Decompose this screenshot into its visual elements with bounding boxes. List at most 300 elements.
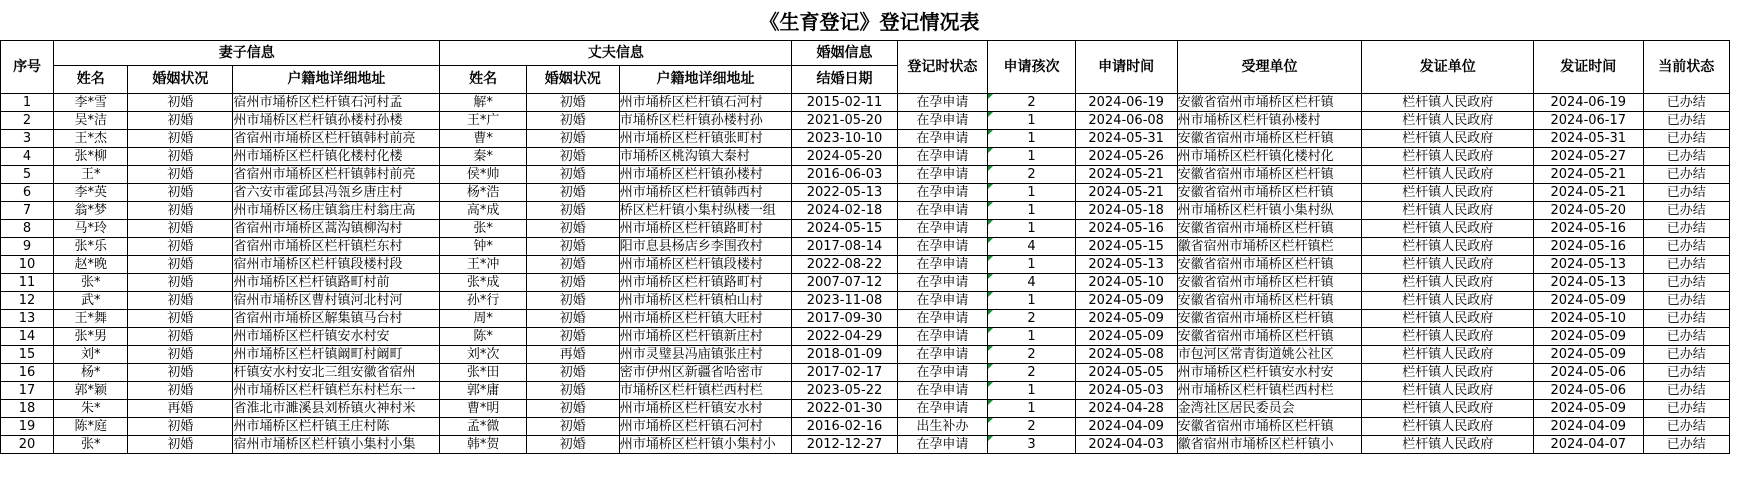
cell-reg-status[interactable]: 在孕申请 xyxy=(897,202,988,220)
cell-wife-address[interactable]: 省宿州市埇桥区蒿沟镇柳沟村 xyxy=(233,220,440,238)
cell-child-count[interactable]: 1 xyxy=(988,130,1075,148)
cell-issue-unit[interactable]: 栏杆镇人民政府 xyxy=(1362,112,1534,130)
cell-child-count[interactable]: 2 xyxy=(988,166,1075,184)
cell-accept-unit[interactable]: 安徽省宿州市埇桥区栏杆镇 xyxy=(1177,328,1362,346)
cell-wed-date[interactable]: 2015-02-11 xyxy=(792,94,897,112)
cell-seq[interactable]: 17 xyxy=(1,382,54,400)
cell-wife-name[interactable]: 刘* xyxy=(54,346,128,364)
cell-reg-status[interactable]: 在孕申请 xyxy=(897,130,988,148)
cell-wife-marital[interactable]: 初婚 xyxy=(128,238,233,256)
cell-reg-status[interactable]: 在孕申请 xyxy=(897,94,988,112)
cell-husband-name[interactable]: 孟*微 xyxy=(440,418,526,436)
cell-seq[interactable]: 15 xyxy=(1,346,54,364)
cell-husband-name[interactable]: 刘*次 xyxy=(440,346,526,364)
cell-issue-time[interactable]: 2024-05-21 xyxy=(1533,166,1643,184)
cell-child-count[interactable]: 2 xyxy=(988,346,1075,364)
cell-husband-marital[interactable]: 初婚 xyxy=(526,94,619,112)
cell-apply-time[interactable]: 2024-05-10 xyxy=(1075,274,1177,292)
cell-issue-time[interactable]: 2024-05-06 xyxy=(1533,364,1643,382)
cell-husband-address[interactable]: 州市埇桥区栏杆镇路町村 xyxy=(619,274,792,292)
cell-wife-name[interactable]: 武* xyxy=(54,292,128,310)
cell-wife-address[interactable]: 省六安市霍邱县冯瓴乡唐庄村 xyxy=(233,184,440,202)
cell-accept-unit[interactable]: 州市埇桥区栏杆镇栏西村栏 xyxy=(1177,382,1362,400)
cell-wed-date[interactable]: 2022-04-29 xyxy=(792,328,897,346)
cell-wed-date[interactable]: 2021-05-20 xyxy=(792,112,897,130)
cell-issue-time[interactable]: 2024-05-09 xyxy=(1533,400,1643,418)
cell-current-status[interactable]: 已办结 xyxy=(1643,436,1729,454)
cell-current-status[interactable]: 已办结 xyxy=(1643,310,1729,328)
cell-apply-time[interactable]: 2024-06-19 xyxy=(1075,94,1177,112)
cell-wed-date[interactable]: 2022-05-13 xyxy=(792,184,897,202)
cell-wife-name[interactable]: 张*乐 xyxy=(54,238,128,256)
cell-child-count[interactable]: 2 xyxy=(988,418,1075,436)
cell-wife-address[interactable]: 州市埇桥区栏杆镇阚町村阚町 xyxy=(233,346,440,364)
cell-husband-name[interactable]: 郭*庸 xyxy=(440,382,526,400)
cell-husband-address[interactable]: 州市埇桥区栏杆镇石河村 xyxy=(619,94,792,112)
cell-child-count[interactable]: 1 xyxy=(988,202,1075,220)
cell-seq[interactable]: 5 xyxy=(1,166,54,184)
cell-wed-date[interactable]: 2018-01-09 xyxy=(792,346,897,364)
cell-husband-address[interactable]: 州市埇桥区栏杆镇路町村 xyxy=(619,220,792,238)
cell-husband-address[interactable]: 州市埇桥区栏杆镇柏山村 xyxy=(619,292,792,310)
cell-wed-date[interactable]: 2016-06-03 xyxy=(792,166,897,184)
cell-apply-time[interactable]: 2024-05-05 xyxy=(1075,364,1177,382)
cell-reg-status[interactable]: 在孕申请 xyxy=(897,148,988,166)
cell-issue-time[interactable]: 2024-05-21 xyxy=(1533,184,1643,202)
cell-husband-name[interactable]: 陈* xyxy=(440,328,526,346)
cell-husband-address[interactable]: 州市埇桥区栏杆镇新庄村 xyxy=(619,328,792,346)
cell-husband-marital[interactable]: 再婚 xyxy=(526,346,619,364)
cell-husband-address[interactable]: 州市埇桥区栏杆镇韩西村 xyxy=(619,184,792,202)
cell-issue-time[interactable]: 2024-05-16 xyxy=(1533,238,1643,256)
cell-current-status[interactable]: 已办结 xyxy=(1643,400,1729,418)
cell-husband-name[interactable]: 侯*帅 xyxy=(440,166,526,184)
cell-wife-marital[interactable]: 初婚 xyxy=(128,166,233,184)
cell-current-status[interactable]: 已办结 xyxy=(1643,112,1729,130)
cell-husband-address[interactable]: 市埇桥区栏杆镇栏西村栏 xyxy=(619,382,792,400)
cell-issue-time[interactable]: 2024-05-09 xyxy=(1533,292,1643,310)
cell-child-count[interactable]: 1 xyxy=(988,148,1075,166)
cell-issue-time[interactable]: 2024-05-27 xyxy=(1533,148,1643,166)
cell-husband-address[interactable]: 阳市息县杨店乡李围孜村 xyxy=(619,238,792,256)
cell-husband-address[interactable]: 桥区栏杆镇小集村纵楼一组 xyxy=(619,202,792,220)
cell-wed-date[interactable]: 2024-05-15 xyxy=(792,220,897,238)
cell-wife-address[interactable]: 州市埇桥区栏杆镇栏东村栏东一 xyxy=(233,382,440,400)
cell-reg-status[interactable]: 在孕申请 xyxy=(897,400,988,418)
cell-issue-unit[interactable]: 栏杆镇人民政府 xyxy=(1362,202,1534,220)
cell-wife-name[interactable]: 张* xyxy=(54,436,128,454)
cell-current-status[interactable]: 已办结 xyxy=(1643,184,1729,202)
cell-wife-marital[interactable]: 初婚 xyxy=(128,382,233,400)
cell-issue-time[interactable]: 2024-05-06 xyxy=(1533,382,1643,400)
cell-wife-marital[interactable]: 初婚 xyxy=(128,112,233,130)
cell-wife-marital[interactable]: 初婚 xyxy=(128,184,233,202)
cell-child-count[interactable]: 1 xyxy=(988,328,1075,346)
cell-reg-status[interactable]: 在孕申请 xyxy=(897,256,988,274)
cell-reg-status[interactable]: 在孕申请 xyxy=(897,166,988,184)
cell-seq[interactable]: 12 xyxy=(1,292,54,310)
cell-apply-time[interactable]: 2024-05-08 xyxy=(1075,346,1177,364)
cell-reg-status[interactable]: 在孕申请 xyxy=(897,220,988,238)
cell-seq[interactable]: 16 xyxy=(1,364,54,382)
cell-accept-unit[interactable]: 安徽省宿州市埇桥区栏杆镇 xyxy=(1177,184,1362,202)
cell-wife-address[interactable]: 杆镇安水村安北三组安徽省宿州 xyxy=(233,364,440,382)
cell-husband-address[interactable]: 州市埇桥区栏杆镇安水村 xyxy=(619,400,792,418)
cell-husband-marital[interactable]: 初婚 xyxy=(526,274,619,292)
cell-current-status[interactable]: 已办结 xyxy=(1643,166,1729,184)
cell-accept-unit[interactable]: 市包河区常青街道姚公社区 xyxy=(1177,346,1362,364)
cell-issue-unit[interactable]: 栏杆镇人民政府 xyxy=(1362,184,1534,202)
cell-issue-time[interactable]: 2024-05-16 xyxy=(1533,220,1643,238)
cell-accept-unit[interactable]: 安徽省宿州市埇桥区栏杆镇 xyxy=(1177,292,1362,310)
cell-apply-time[interactable]: 2024-04-28 xyxy=(1075,400,1177,418)
cell-issue-time[interactable]: 2024-05-09 xyxy=(1533,346,1643,364)
cell-accept-unit[interactable]: 州市埇桥区栏杆镇小集村纵 xyxy=(1177,202,1362,220)
cell-seq[interactable]: 4 xyxy=(1,148,54,166)
cell-husband-marital[interactable]: 初婚 xyxy=(526,328,619,346)
cell-current-status[interactable]: 已办结 xyxy=(1643,328,1729,346)
cell-reg-status[interactable]: 在孕申请 xyxy=(897,310,988,328)
cell-wed-date[interactable]: 2024-02-18 xyxy=(792,202,897,220)
cell-wife-name[interactable]: 李*雪 xyxy=(54,94,128,112)
cell-husband-marital[interactable]: 初婚 xyxy=(526,310,619,328)
cell-apply-time[interactable]: 2024-05-31 xyxy=(1075,130,1177,148)
cell-wed-date[interactable]: 2023-11-08 xyxy=(792,292,897,310)
cell-wed-date[interactable]: 2012-12-27 xyxy=(792,436,897,454)
cell-issue-time[interactable]: 2024-05-13 xyxy=(1533,256,1643,274)
cell-issue-unit[interactable]: 栏杆镇人民政府 xyxy=(1362,238,1534,256)
cell-issue-unit[interactable]: 栏杆镇人民政府 xyxy=(1362,292,1534,310)
cell-wife-name[interactable]: 张*柳 xyxy=(54,148,128,166)
cell-child-count[interactable]: 1 xyxy=(988,220,1075,238)
cell-child-count[interactable]: 1 xyxy=(988,400,1075,418)
cell-issue-unit[interactable]: 栏杆镇人民政府 xyxy=(1362,166,1534,184)
cell-reg-status[interactable]: 在孕申请 xyxy=(897,112,988,130)
cell-accept-unit[interactable]: 州市埇桥区栏杆镇化楼村化 xyxy=(1177,148,1362,166)
cell-husband-name[interactable]: 张*田 xyxy=(440,364,526,382)
cell-apply-time[interactable]: 2024-05-13 xyxy=(1075,256,1177,274)
cell-wife-address[interactable]: 省宿州市埇桥区栏杆镇栏东村 xyxy=(233,238,440,256)
cell-wed-date[interactable]: 2022-01-30 xyxy=(792,400,897,418)
cell-wife-address[interactable]: 州市埇桥区栏杆镇化楼村化楼 xyxy=(233,148,440,166)
cell-husband-name[interactable]: 杨*浩 xyxy=(440,184,526,202)
cell-child-count[interactable]: 1 xyxy=(988,256,1075,274)
cell-accept-unit[interactable]: 金湾社区居民委员会 xyxy=(1177,400,1362,418)
cell-reg-status[interactable]: 在孕申请 xyxy=(897,292,988,310)
cell-wife-marital[interactable]: 初婚 xyxy=(128,328,233,346)
cell-husband-name[interactable]: 钟* xyxy=(440,238,526,256)
cell-current-status[interactable]: 已办结 xyxy=(1643,202,1729,220)
cell-child-count[interactable]: 1 xyxy=(988,292,1075,310)
cell-husband-marital[interactable]: 初婚 xyxy=(526,130,619,148)
cell-wed-date[interactable]: 2017-02-17 xyxy=(792,364,897,382)
cell-issue-unit[interactable]: 栏杆镇人民政府 xyxy=(1362,400,1534,418)
cell-seq[interactable]: 20 xyxy=(1,436,54,454)
cell-issue-time[interactable]: 2024-06-17 xyxy=(1533,112,1643,130)
cell-wife-marital[interactable]: 初婚 xyxy=(128,364,233,382)
cell-issue-unit[interactable]: 栏杆镇人民政府 xyxy=(1362,328,1534,346)
cell-wife-marital[interactable]: 初婚 xyxy=(128,292,233,310)
cell-wife-name[interactable]: 赵*晚 xyxy=(54,256,128,274)
cell-seq[interactable]: 7 xyxy=(1,202,54,220)
cell-wife-address[interactable]: 省宿州市埇桥区栏杆镇韩村前亮 xyxy=(233,130,440,148)
cell-issue-unit[interactable]: 栏杆镇人民政府 xyxy=(1362,418,1534,436)
cell-current-status[interactable]: 已办结 xyxy=(1643,382,1729,400)
cell-husband-marital[interactable]: 初婚 xyxy=(526,382,619,400)
cell-wife-name[interactable]: 郭*颖 xyxy=(54,382,128,400)
cell-seq[interactable]: 8 xyxy=(1,220,54,238)
cell-wed-date[interactable]: 2007-07-12 xyxy=(792,274,897,292)
cell-husband-marital[interactable]: 初婚 xyxy=(526,166,619,184)
cell-wife-address[interactable]: 州市埇桥区栏杆镇安水村安 xyxy=(233,328,440,346)
cell-husband-name[interactable]: 秦* xyxy=(440,148,526,166)
cell-wife-name[interactable]: 王*杰 xyxy=(54,130,128,148)
cell-wife-name[interactable]: 杨* xyxy=(54,364,128,382)
cell-current-status[interactable]: 已办结 xyxy=(1643,256,1729,274)
cell-issue-unit[interactable]: 栏杆镇人民政府 xyxy=(1362,274,1534,292)
cell-reg-status[interactable]: 在孕申请 xyxy=(897,184,988,202)
cell-child-count[interactable]: 2 xyxy=(988,310,1075,328)
cell-wife-address[interactable]: 州市埇桥区栏杆镇孙楼村孙楼 xyxy=(233,112,440,130)
cell-child-count[interactable]: 2 xyxy=(988,364,1075,382)
cell-issue-time[interactable]: 2024-05-20 xyxy=(1533,202,1643,220)
cell-wed-date[interactable]: 2023-05-22 xyxy=(792,382,897,400)
cell-accept-unit[interactable]: 安徽省宿州市埇桥区栏杆镇 xyxy=(1177,310,1362,328)
cell-husband-name[interactable]: 曹* xyxy=(440,130,526,148)
cell-issue-time[interactable]: 2024-05-31 xyxy=(1533,130,1643,148)
cell-issue-time[interactable]: 2024-05-09 xyxy=(1533,328,1643,346)
cell-accept-unit[interactable]: 安徽省宿州市埇桥区栏杆镇 xyxy=(1177,418,1362,436)
cell-husband-name[interactable]: 张*成 xyxy=(440,274,526,292)
cell-apply-time[interactable]: 2024-05-03 xyxy=(1075,382,1177,400)
cell-apply-time[interactable]: 2024-04-03 xyxy=(1075,436,1177,454)
cell-seq[interactable]: 19 xyxy=(1,418,54,436)
cell-husband-address[interactable]: 密市伊州区新疆省哈密市 xyxy=(619,364,792,382)
cell-husband-name[interactable]: 韩*贺 xyxy=(440,436,526,454)
cell-husband-name[interactable]: 孙*行 xyxy=(440,292,526,310)
cell-issue-time[interactable]: 2024-05-13 xyxy=(1533,274,1643,292)
cell-current-status[interactable]: 已办结 xyxy=(1643,220,1729,238)
cell-wife-marital[interactable]: 初婚 xyxy=(128,148,233,166)
cell-wife-marital[interactable]: 初婚 xyxy=(128,274,233,292)
cell-issue-time[interactable]: 2024-04-07 xyxy=(1533,436,1643,454)
cell-wife-name[interactable]: 王*舞 xyxy=(54,310,128,328)
cell-current-status[interactable]: 已办结 xyxy=(1643,292,1729,310)
cell-reg-status[interactable]: 在孕申请 xyxy=(897,274,988,292)
cell-reg-status[interactable]: 在孕申请 xyxy=(897,436,988,454)
cell-wed-date[interactable]: 2017-08-14 xyxy=(792,238,897,256)
cell-wife-address[interactable]: 省淮北市濉溪县刘桥镇火神村米 xyxy=(233,400,440,418)
cell-wife-name[interactable]: 陈*庭 xyxy=(54,418,128,436)
cell-seq[interactable]: 13 xyxy=(1,310,54,328)
cell-husband-marital[interactable]: 初婚 xyxy=(526,292,619,310)
cell-wed-date[interactable]: 2016-02-16 xyxy=(792,418,897,436)
cell-wife-marital[interactable]: 初婚 xyxy=(128,310,233,328)
cell-seq[interactable]: 14 xyxy=(1,328,54,346)
cell-husband-address[interactable]: 州市灵璧县冯庙镇张庄村 xyxy=(619,346,792,364)
cell-issue-unit[interactable]: 栏杆镇人民政府 xyxy=(1362,256,1534,274)
cell-husband-address[interactable]: 州市埇桥区栏杆镇大旺村 xyxy=(619,310,792,328)
cell-seq[interactable]: 3 xyxy=(1,130,54,148)
cell-seq[interactable]: 2 xyxy=(1,112,54,130)
cell-issue-time[interactable]: 2024-04-09 xyxy=(1533,418,1643,436)
cell-child-count[interactable]: 3 xyxy=(988,436,1075,454)
cell-husband-marital[interactable]: 初婚 xyxy=(526,256,619,274)
cell-wife-address[interactable]: 省宿州市埇桥区栏杆镇韩村前亮 xyxy=(233,166,440,184)
cell-apply-time[interactable]: 2024-05-09 xyxy=(1075,328,1177,346)
cell-wed-date[interactable]: 2023-10-10 xyxy=(792,130,897,148)
cell-wed-date[interactable]: 2022-08-22 xyxy=(792,256,897,274)
cell-issue-unit[interactable]: 栏杆镇人民政府 xyxy=(1362,94,1534,112)
cell-wife-address[interactable]: 州市埇桥区杨庄镇翁庄村翁庄高 xyxy=(233,202,440,220)
cell-issue-time[interactable]: 2024-06-19 xyxy=(1533,94,1643,112)
cell-wife-name[interactable]: 张*男 xyxy=(54,328,128,346)
cell-wife-name[interactable]: 翁*梦 xyxy=(54,202,128,220)
cell-wife-marital[interactable]: 初婚 xyxy=(128,220,233,238)
cell-wife-marital[interactable]: 初婚 xyxy=(128,346,233,364)
cell-wife-name[interactable]: 吴*洁 xyxy=(54,112,128,130)
cell-current-status[interactable]: 已办结 xyxy=(1643,274,1729,292)
cell-wife-name[interactable]: 马*玲 xyxy=(54,220,128,238)
cell-husband-marital[interactable]: 初婚 xyxy=(526,364,619,382)
cell-husband-marital[interactable]: 初婚 xyxy=(526,202,619,220)
cell-wife-address[interactable]: 州市埇桥区栏杆镇王庄村陈 xyxy=(233,418,440,436)
cell-apply-time[interactable]: 2024-05-15 xyxy=(1075,238,1177,256)
cell-accept-unit[interactable]: 安徽省宿州市埇桥区栏杆镇 xyxy=(1177,94,1362,112)
cell-wife-marital[interactable]: 再婚 xyxy=(128,400,233,418)
cell-wife-address[interactable]: 州市埇桥区栏杆镇路町村前 xyxy=(233,274,440,292)
cell-accept-unit[interactable]: 徽省宿州市埇桥区栏杆镇小 xyxy=(1177,436,1362,454)
cell-husband-name[interactable]: 王*广 xyxy=(440,112,526,130)
cell-seq[interactable]: 1 xyxy=(1,94,54,112)
cell-apply-time[interactable]: 2024-05-16 xyxy=(1075,220,1177,238)
cell-seq[interactable]: 6 xyxy=(1,184,54,202)
cell-seq[interactable]: 10 xyxy=(1,256,54,274)
cell-husband-marital[interactable]: 初婚 xyxy=(526,238,619,256)
cell-husband-marital[interactable]: 初婚 xyxy=(526,148,619,166)
cell-child-count[interactable]: 4 xyxy=(988,238,1075,256)
cell-husband-name[interactable]: 曹*明 xyxy=(440,400,526,418)
cell-wife-marital[interactable]: 初婚 xyxy=(128,256,233,274)
cell-husband-address[interactable]: 州市埇桥区栏杆镇段楼村 xyxy=(619,256,792,274)
cell-seq[interactable]: 11 xyxy=(1,274,54,292)
cell-wife-address[interactable]: 宿州市埇桥区曹村镇河北村河 xyxy=(233,292,440,310)
cell-child-count[interactable]: 1 xyxy=(988,112,1075,130)
cell-wed-date[interactable]: 2017-09-30 xyxy=(792,310,897,328)
cell-wed-date[interactable]: 2024-05-20 xyxy=(792,148,897,166)
cell-reg-status[interactable]: 在孕申请 xyxy=(897,346,988,364)
cell-child-count[interactable]: 1 xyxy=(988,382,1075,400)
cell-accept-unit[interactable]: 安徽省宿州市埇桥区栏杆镇 xyxy=(1177,166,1362,184)
cell-current-status[interactable]: 已办结 xyxy=(1643,364,1729,382)
cell-apply-time[interactable]: 2024-05-18 xyxy=(1075,202,1177,220)
cell-issue-unit[interactable]: 栏杆镇人民政府 xyxy=(1362,364,1534,382)
cell-child-count[interactable]: 4 xyxy=(988,274,1075,292)
cell-seq[interactable]: 18 xyxy=(1,400,54,418)
cell-wife-address[interactable]: 省宿州市埇桥区解集镇马台村 xyxy=(233,310,440,328)
cell-wife-address[interactable]: 宿州市埇桥区栏杆镇段楼村段 xyxy=(233,256,440,274)
cell-apply-time[interactable]: 2024-05-09 xyxy=(1075,292,1177,310)
cell-apply-time[interactable]: 2024-05-09 xyxy=(1075,310,1177,328)
cell-issue-unit[interactable]: 栏杆镇人民政府 xyxy=(1362,148,1534,166)
cell-seq[interactable]: 9 xyxy=(1,238,54,256)
cell-wife-name[interactable]: 张* xyxy=(54,274,128,292)
cell-current-status[interactable]: 已办结 xyxy=(1643,148,1729,166)
cell-issue-unit[interactable]: 栏杆镇人民政府 xyxy=(1362,310,1534,328)
cell-accept-unit[interactable]: 安徽省宿州市埇桥区栏杆镇 xyxy=(1177,274,1362,292)
cell-wife-name[interactable]: 李*英 xyxy=(54,184,128,202)
cell-wife-address[interactable]: 宿州市埇桥区栏杆镇小集村小集 xyxy=(233,436,440,454)
cell-accept-unit[interactable]: 徽省宿州市埇桥区栏杆镇栏 xyxy=(1177,238,1362,256)
cell-wife-marital[interactable]: 初婚 xyxy=(128,436,233,454)
cell-issue-unit[interactable]: 栏杆镇人民政府 xyxy=(1362,436,1534,454)
cell-current-status[interactable]: 已办结 xyxy=(1643,94,1729,112)
cell-reg-status[interactable]: 出生补办 xyxy=(897,418,988,436)
cell-issue-unit[interactable]: 栏杆镇人民政府 xyxy=(1362,130,1534,148)
cell-accept-unit[interactable]: 州市埇桥区栏杆镇安水村安 xyxy=(1177,364,1362,382)
cell-wife-marital[interactable]: 初婚 xyxy=(128,130,233,148)
cell-current-status[interactable]: 已办结 xyxy=(1643,238,1729,256)
cell-current-status[interactable]: 已办结 xyxy=(1643,418,1729,436)
cell-husband-name[interactable]: 解* xyxy=(440,94,526,112)
cell-husband-marital[interactable]: 初婚 xyxy=(526,400,619,418)
cell-reg-status[interactable]: 在孕申请 xyxy=(897,328,988,346)
cell-husband-marital[interactable]: 初婚 xyxy=(526,436,619,454)
cell-apply-time[interactable]: 2024-04-09 xyxy=(1075,418,1177,436)
cell-child-count[interactable]: 1 xyxy=(988,184,1075,202)
cell-reg-status[interactable]: 在孕申请 xyxy=(897,238,988,256)
cell-husband-address[interactable]: 州市埇桥区栏杆镇张町村 xyxy=(619,130,792,148)
cell-husband-name[interactable]: 高*成 xyxy=(440,202,526,220)
cell-current-status[interactable]: 已办结 xyxy=(1643,130,1729,148)
cell-wife-name[interactable]: 王* xyxy=(54,166,128,184)
cell-accept-unit[interactable]: 州市埇桥区栏杆镇孙楼村 xyxy=(1177,112,1362,130)
cell-accept-unit[interactable]: 安徽省宿州市埇桥区栏杆镇 xyxy=(1177,220,1362,238)
cell-issue-unit[interactable]: 栏杆镇人民政府 xyxy=(1362,382,1534,400)
cell-husband-name[interactable]: 张* xyxy=(440,220,526,238)
cell-reg-status[interactable]: 在孕申请 xyxy=(897,382,988,400)
cell-husband-address[interactable]: 市埇桥区桃沟镇大秦村 xyxy=(619,148,792,166)
cell-husband-name[interactable]: 王*冲 xyxy=(440,256,526,274)
cell-reg-status[interactable]: 在孕申请 xyxy=(897,364,988,382)
cell-apply-time[interactable]: 2024-05-21 xyxy=(1075,184,1177,202)
cell-issue-unit[interactable]: 栏杆镇人民政府 xyxy=(1362,220,1534,238)
cell-apply-time[interactable]: 2024-05-26 xyxy=(1075,148,1177,166)
cell-apply-time[interactable]: 2024-06-08 xyxy=(1075,112,1177,130)
cell-husband-name[interactable]: 周* xyxy=(440,310,526,328)
cell-accept-unit[interactable]: 安徽省宿州市埇桥区栏杆镇 xyxy=(1177,256,1362,274)
cell-husband-marital[interactable]: 初婚 xyxy=(526,184,619,202)
cell-accept-unit[interactable]: 安徽省宿州市埇桥区栏杆镇 xyxy=(1177,130,1362,148)
cell-husband-marital[interactable]: 初婚 xyxy=(526,220,619,238)
cell-husband-address[interactable]: 州市埇桥区栏杆镇石河村 xyxy=(619,418,792,436)
cell-child-count[interactable]: 2 xyxy=(988,94,1075,112)
cell-wife-marital[interactable]: 初婚 xyxy=(128,418,233,436)
cell-issue-time[interactable]: 2024-05-10 xyxy=(1533,310,1643,328)
cell-issue-unit[interactable]: 栏杆镇人民政府 xyxy=(1362,346,1534,364)
cell-husband-marital[interactable]: 初婚 xyxy=(526,112,619,130)
cell-husband-address[interactable]: 州市埇桥区栏杆镇小集村小 xyxy=(619,436,792,454)
cell-husband-marital[interactable]: 初婚 xyxy=(526,418,619,436)
cell-wife-address[interactable]: 宿州市埇桥区栏杆镇石河村孟 xyxy=(233,94,440,112)
cell-current-status[interactable]: 已办结 xyxy=(1643,346,1729,364)
cell-husband-address[interactable]: 州市埇桥区栏杆镇孙楼村 xyxy=(619,166,792,184)
cell-wife-name[interactable]: 朱* xyxy=(54,400,128,418)
cell-husband-address[interactable]: 市埇桥区栏杆镇孙楼村孙 xyxy=(619,112,792,130)
cell-apply-time[interactable]: 2024-05-21 xyxy=(1075,166,1177,184)
cell-wife-marital[interactable]: 初婚 xyxy=(128,94,233,112)
cell-wife-marital[interactable]: 初婚 xyxy=(128,202,233,220)
